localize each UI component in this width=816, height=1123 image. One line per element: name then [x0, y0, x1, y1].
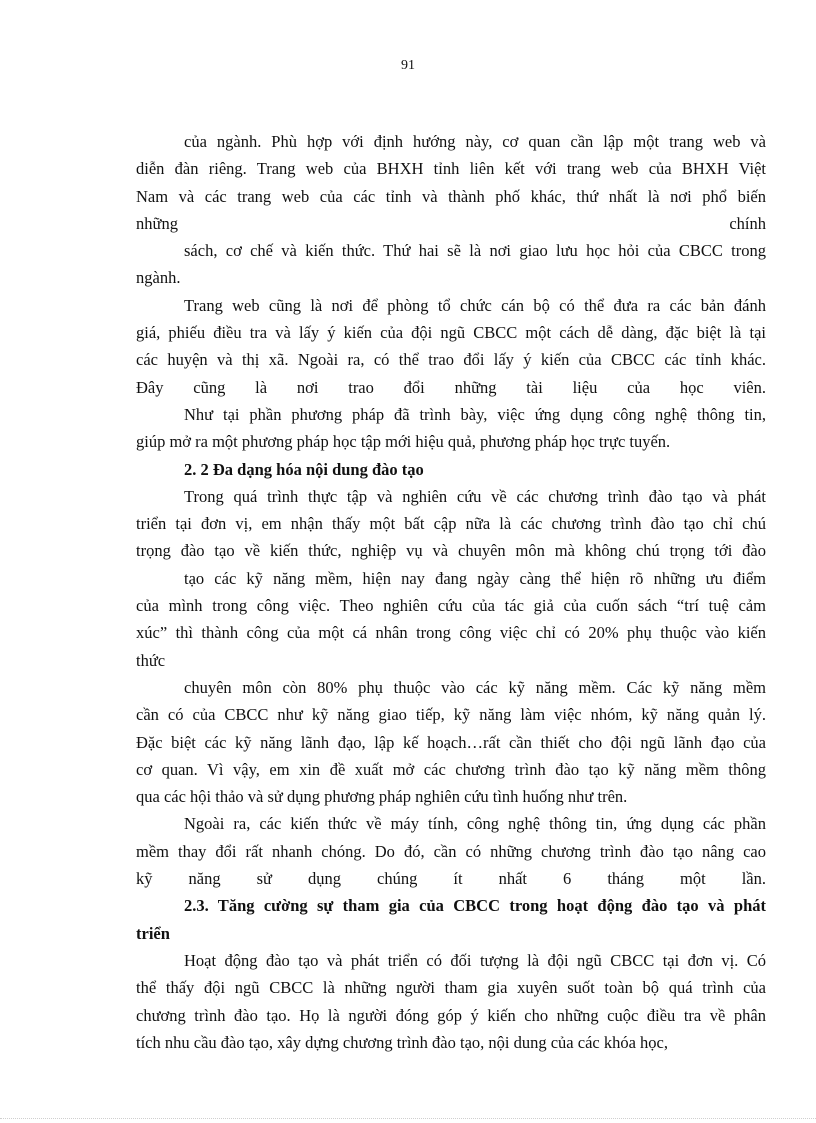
text-line: thức — [136, 650, 166, 670]
text-line: sách, cơ chế và kiến thức. Thứ hai sẽ là nơi giao lưu học hỏi của CBCC trong — [184, 241, 766, 261]
body-text — [136, 128, 766, 1056]
text-line: ngành. — [136, 268, 181, 288]
text-line: của ngành. Phù hợp với định hướng này, cơ quan cần lập một trang web và — [184, 132, 766, 151]
text-line: triển tại đơn vị, em nhận thấy một bất cập nữa là các chương trình đào tạo chỉ chú — [136, 514, 766, 534]
text-line: Ngoài ra, các kiến thức về máy tính, công nghệ thông tin, ứng dụng các phần — [184, 814, 766, 834]
text-line: của mình trong công việc. Theo nghiên cứu của tác giả của cuốn sách “trí tuệ cảm — [136, 596, 766, 616]
text-line: Nam và các trang web của các tỉnh và thành phố khác, thứ nhất là nơi phổ biến — [136, 186, 766, 206]
text-line: các huyện và thị xã. Ngoài ra, có thể trao đổi lấy ý kiến của CBCC các tỉnh khác. — [136, 350, 766, 370]
text-line: Trong quá trình thực tập và nghiên cứu về các chương trình đào tạo và phát — [184, 486, 766, 506]
text-line: xúc” thì thành công của một cá nhân trong công việc chỉ có 20% phụ thuộc vào kiến — [136, 623, 766, 643]
text-line: Trang web cũng là nơi để phòng tổ chức cán bộ có thể đưa ra các bản đánh — [184, 295, 766, 315]
text-line: giá, phiếu điều tra và lấy ý kiến của đội ngũ CBCC một cách dễ dàng, đặc biệt là tại — [136, 323, 766, 343]
text-line: trọng đào tạo về kiến thức, nghiệp vụ và chuyên môn mà không chú trọng tới đào — [136, 541, 766, 561]
text-line: Đây cũng là nơi trao đổi những tài liệu của học viên. — [136, 377, 766, 397]
text-line: cơ quan. Vì vậy, em xin đề xuất mở các chương trình đào tạo kỹ năng mềm thông — [136, 759, 766, 779]
page-bottom-divider — [0, 1118, 816, 1119]
text-line: diễn đàn riêng. Trang web của BHXH tỉnh liên kết với trang web của BHXH Việt — [136, 159, 766, 179]
text-line: Đặc biệt các kỹ năng lãnh đạo, lập kế hoạch…rất cần thiết cho đội ngũ lãnh đạo của — [136, 732, 766, 752]
page-number: 91 — [401, 58, 415, 73]
section-heading: 2.3. Tăng cường sự tham gia của CBCC trong hoạt động đào tạo và phát — [184, 896, 766, 916]
text-line: Như tại phần phương pháp đã trình bày, việc ứng dụng công nghệ thông tin, — [184, 404, 766, 424]
text-line: chương trình đào tạo. Họ là người đóng góp ý kiến cho những cuộc điều tra về phân — [136, 1005, 766, 1025]
section-heading: triển — [136, 923, 170, 943]
text-line: cần có của CBCC như kỹ năng giao tiếp, kỹ năng làm việc nhóm, kỹ năng quản lý. — [136, 705, 766, 725]
section-heading: 2. 2 Đa dạng hóa nội dung đào tạo — [184, 459, 424, 479]
text-line: chuyên môn còn 80% phụ thuộc vào các kỹ năng mềm. Các kỹ năng mềm — [184, 677, 766, 697]
text-line: Hoạt động đào tạo và phát triển có đối tượng là đội ngũ CBCC tại đơn vị. Có — [184, 950, 766, 970]
text-line: tạo các kỹ năng mềm, hiện nay đang ngày càng thể hiện rõ những ưu điểm — [184, 568, 766, 588]
text-line: những chính — [136, 213, 766, 233]
text-line: giúp mở ra một phương pháp học tập mới hiệu quả, phương pháp học trực tuyến. — [136, 432, 671, 452]
text-line: kỹ năng sử dụng chúng ít nhất 6 tháng một lần. — [136, 869, 766, 889]
text-line: tích nhu cầu đào tạo, xây dựng chương trình đào tạo, nội dung của các khóa học, — [136, 1032, 668, 1052]
text-line: mềm thay đổi rất nhanh chóng. Do đó, cần có những chương trình đào tạo nâng cao — [136, 841, 766, 861]
text-line: thể thấy đội ngũ CBCC là những người tham gia xuyên suốt toàn bộ quá trình của — [136, 978, 766, 998]
text-line: qua các hội thảo và sử dụng phương pháp nghiên cứu tình huống như trên. — [136, 787, 628, 807]
